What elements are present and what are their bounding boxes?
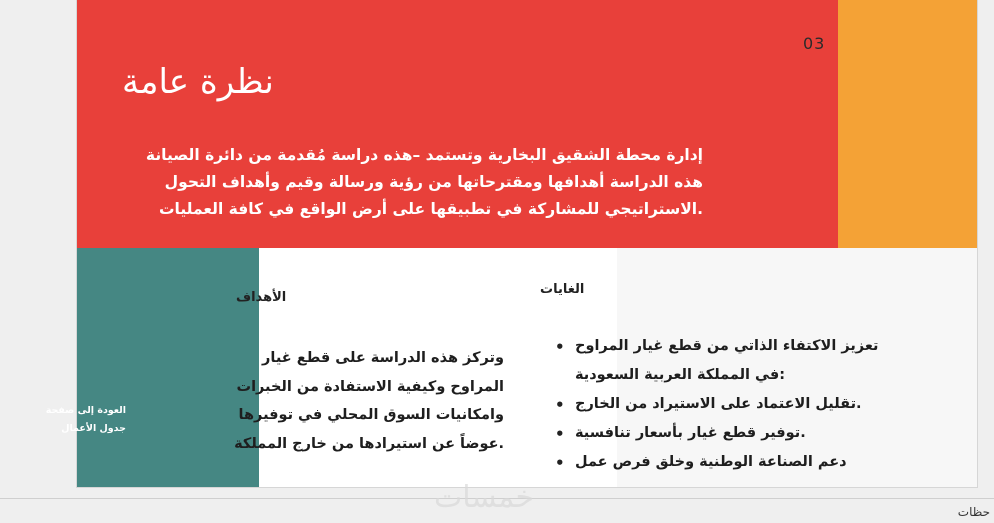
header-orange-panel: [838, 0, 977, 248]
aims-list-item: [555, 367, 875, 396]
intro-paragraph: [118, 142, 703, 223]
aim-text: تعزيز الاكتفاء الذاتي من قطع غيار المراوح: [575, 338, 879, 354]
teal-side-panel: [77, 248, 259, 487]
goals-line: .عوضاً عن استيرادها من خارج المملكة: [234, 435, 504, 452]
goals-line: وتركز هذه الدراسة على قطع غيار: [262, 350, 504, 366]
aim-text: دعم الصناعة الوطنية وخلق فرص عمل: [575, 454, 847, 470]
notes-toggle[interactable]: حظات: [957, 505, 990, 519]
aims-list: [555, 338, 879, 483]
aims-list-item: [555, 396, 875, 425]
goals-line: المراوح وكيفية الاستفادة من الخبرات: [236, 378, 504, 395]
aims-heading: الغايات: [540, 282, 585, 297]
intro-line: .الاستراتيجي للمشاركة في تطبيقها على أرض الواقع في كافة العمليات: [158, 200, 703, 218]
aim-text: :في المملكة العربية السعودية: [575, 367, 786, 383]
intro-line: هذه الدراسة أهدافها ومقترحاتها من رؤية ورسالة وقيم وأهداف التحول: [164, 173, 703, 191]
goals-heading: الأهداف: [236, 290, 287, 305]
aim-text: .تقليل الاعتماد على الاستيراد من الخارج: [575, 396, 862, 412]
goals-paragraph: [234, 344, 504, 458]
bullet-icon: •: [555, 454, 565, 472]
aims-list-item: [555, 338, 879, 367]
aim-text: .توفير قطع غيار بأسعار تنافسية: [575, 425, 806, 441]
bullet-icon: •: [555, 425, 565, 443]
watermark-logo: خمسات: [434, 480, 535, 515]
back-link-line: جدول الأعمال: [61, 423, 126, 434]
back-to-agenda-link[interactable]: [46, 402, 126, 438]
intro-line: إدارة محطة الشقيق البخارية وتستمد –هذه دراسة مُقدمة من دائرة الصيانة: [145, 146, 703, 164]
aims-list-item: [555, 454, 875, 483]
bullet-icon: •: [555, 338, 565, 356]
aims-list-item: [555, 425, 875, 454]
slide-number: 03: [803, 34, 826, 53]
slide-title: نظرة عامة: [122, 62, 274, 102]
goals-line: وامكانيات السوق المحلي في توفيرها: [238, 407, 504, 423]
back-link-line: العودة إلى صفحة: [45, 405, 126, 416]
bullet-icon: •: [555, 396, 565, 414]
